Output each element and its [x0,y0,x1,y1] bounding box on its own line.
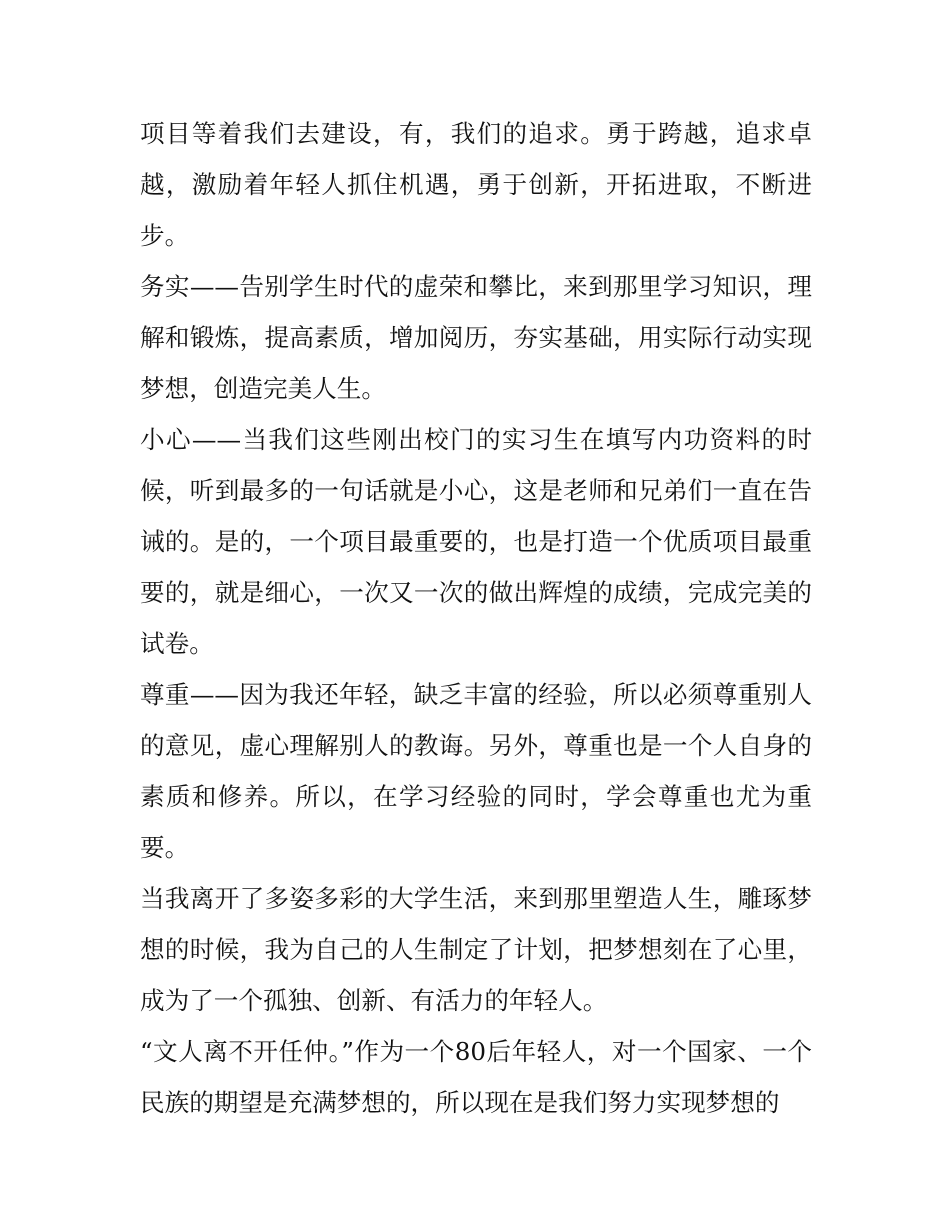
paragraph-1: 项目等着我们去建设，有，我们的追求。勇于跨越，追求卓越，激励着年轻人抓住机遇，勇于创新，开拓进取，不断进步。 [140,119,812,250]
paragraph-4: 尊重——因为我还年轻，缺乏丰富的经验，所以必须尊重别人的意见，虚心理解别人的教诲。另外，尊重也是一个人自身的素质和修养。所以，在学习经验的同时，学会尊重也尤为重要。 [140,680,812,862]
document-body [140,108,812,1128]
paragraph-3: 小心——当我们这些刚出校门的实习生在填写内功资料的时候，听到最多的一句话就是小心，这是老师和兄弟们一直在告诫的。是的，一个项目最重要的，也是打造一个优质项目最重要的，就是细心，一次又一次的做出辉煌的成绩，完成完美的试卷。 [140,425,812,658]
paragraph-2: 务实——告别学生时代的虚荣和攀比，来到那里学习知识，理解和锻炼，提高素质，增加阅历，夯实基础，用实际行动实现梦想，创造完美人生。 [140,272,812,403]
paragraph-5: 当我离开了多姿多彩的大学生活，来到那里塑造人生，雕琢梦想的时候，我为自己的人生制定了计划，把梦想刻在了心里，成为了一个孤独、创新、有活力的年轻人。 [140,884,812,1015]
paragraph-6: “文人离不开任仲。”作为一个80后年轻人，对一个国家、一个民族的期望是充满梦想的，所以现在是我们努力实现梦想的 [140,1037,812,1117]
